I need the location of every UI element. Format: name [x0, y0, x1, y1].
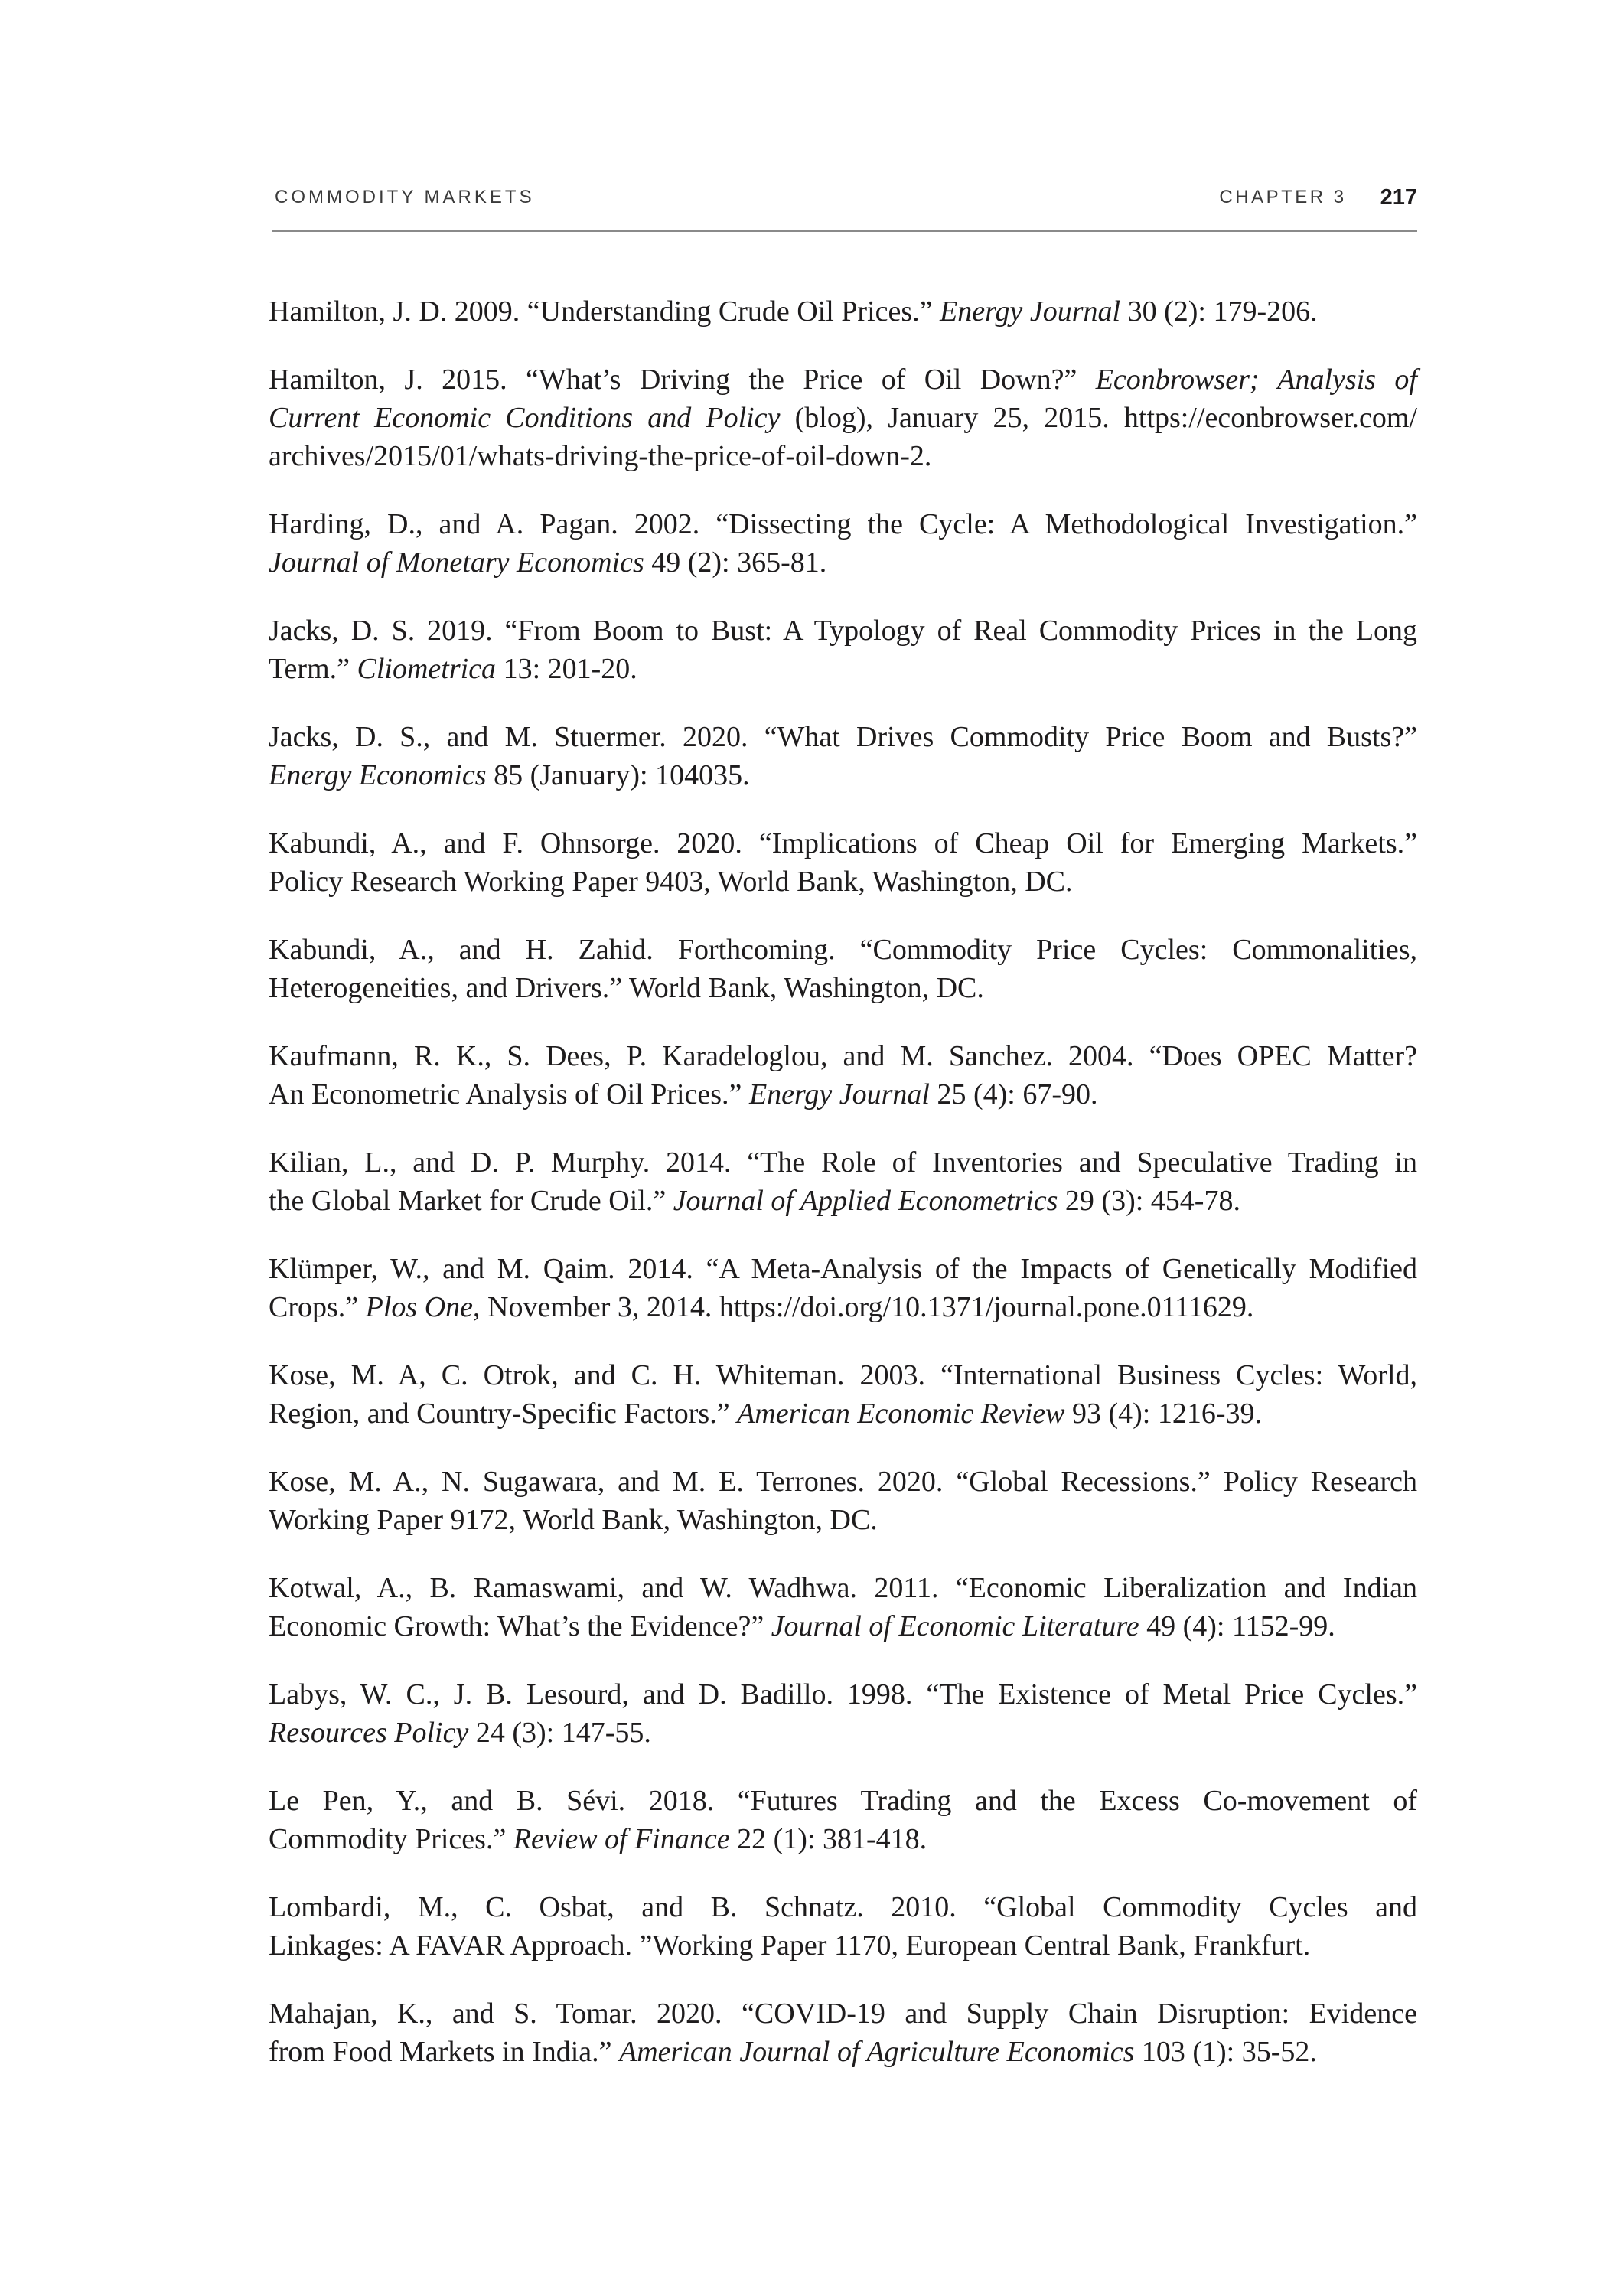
running-title: COMMODITY MARKETS [275, 187, 535, 207]
reference-text: Jacks, D. S. 2019. “From Boom to Bust: A Typology of Real Commodity Prices in the Long [269, 615, 1417, 647]
publication-title: American Economic Review [737, 1397, 1065, 1430]
header-rule [272, 230, 1417, 232]
publication-title: Cliometrica [357, 653, 497, 685]
reference-text: the Global Market for Crude Oil.” [269, 1185, 673, 1217]
reference-text: An Econometric Analysis of Oil Prices.” [269, 1078, 749, 1110]
publication-title: Econbrowser; Analysis of [1095, 364, 1417, 396]
reference-text: 22 (1): 381-418. [729, 1823, 927, 1855]
reference-line [269, 1250, 1417, 1288]
reference-line [269, 1782, 1417, 1820]
reference-line [269, 505, 1417, 543]
reference-line [269, 360, 1417, 399]
publication-title: Review of Finance [513, 1823, 730, 1855]
publication-title: American Journal of Agriculture Economics [619, 2036, 1135, 2068]
reference-text: Kilian, L., and D. P. Murphy. 2014. “The Role of Inventories and Speculative Trading in [269, 1146, 1417, 1179]
reference-text: Hamilton, J. D. 2009. “Understanding Crude Oil Prices.” [269, 295, 940, 328]
reference-entry [269, 292, 1417, 331]
reference-line [269, 931, 1417, 969]
reference-line [269, 1820, 1417, 1858]
reference-line [269, 1463, 1417, 1501]
reference-line [269, 1288, 1417, 1326]
reference-line [269, 1394, 1417, 1433]
reference-text: Policy Research Working Paper 9403, World Bank, Washington, DC. [269, 866, 1073, 898]
page-number: 217 [1380, 185, 1417, 210]
reference-line [269, 2033, 1417, 2071]
reference-entry [269, 1463, 1417, 1539]
reference-line [269, 543, 1417, 582]
reference-text: 29 (3): 454-78. [1058, 1185, 1240, 1217]
reference-line [269, 969, 1417, 1007]
reference-text: Le Pen, Y., and B. Sévi. 2018. “Futures Trading and the Excess Co-movement of [269, 1785, 1417, 1817]
reference-line [269, 650, 1417, 688]
reference-text: Economic Growth: What’s the Evidence?” [269, 1610, 771, 1642]
reference-text: 103 (1): 35-52. [1134, 2036, 1317, 2068]
reference-line [269, 863, 1417, 901]
reference-text: 25 (4): 67-90. [929, 1078, 1098, 1110]
reference-line [269, 1143, 1417, 1182]
reference-text: (blog), January 25, 2015. https://econbrowser.com/ [780, 402, 1418, 434]
reference-entry [269, 1569, 1417, 1645]
reference-entry [269, 1888, 1417, 1965]
publication-title: Energy Economics [269, 759, 487, 791]
reference-line [269, 1675, 1417, 1714]
reference-list [269, 292, 1417, 2101]
reference-text: Linkages: A FAVAR Approach. ”Working Paper 1170, European Central Bank, Frankfurt. [269, 1929, 1311, 1962]
reference-text: 93 (4): 1216-39. [1064, 1397, 1263, 1430]
reference-line [269, 612, 1417, 650]
reference-entry [269, 1356, 1417, 1433]
reference-text: archives/2015/01/whats-driving-the-price-of-oil-down-2. [269, 440, 932, 472]
reference-text: 13: 201-20. [496, 653, 637, 685]
reference-line [269, 1501, 1417, 1539]
reference-line [269, 1994, 1417, 2033]
reference-text: Kabundi, A., and H. Zahid. Forthcoming. “Commodity Price Cycles: Commonalities, [269, 934, 1417, 966]
reference-line [269, 1037, 1417, 1075]
reference-text: 30 (2): 179-206. [1120, 295, 1318, 328]
reference-text: Kose, M. A, C. Otrok, and C. H. Whiteman. 2003. “International Business Cycles: World, [269, 1359, 1417, 1391]
reference-text: from Food Markets in India.” [269, 2036, 620, 2068]
reference-entry [269, 1143, 1417, 1220]
chapter-label: CHAPTER 3 [1219, 187, 1347, 207]
reference-text: Crops.” [269, 1291, 366, 1323]
reference-line [269, 1182, 1417, 1220]
reference-entry [269, 505, 1417, 582]
reference-text: Kabundi, A., and F. Ohnsorge. 2020. “Implications of Cheap Oil for Emerging Markets.” [269, 827, 1417, 859]
reference-line [269, 1888, 1417, 1926]
reference-text: Kaufmann, R. K., S. Dees, P. Karadeloglou, and M. Sanchez. 2004. “Does OPEC Matter? [269, 1040, 1417, 1072]
reference-line [269, 718, 1417, 756]
reference-entry [269, 1994, 1417, 2071]
reference-line [269, 1356, 1417, 1394]
reference-text: 85 (January): 104035. [486, 759, 750, 791]
reference-entry [269, 1782, 1417, 1858]
reference-text: Mahajan, K., and S. Tomar. 2020. “COVID-19 and Supply Chain Disruption: Evidence [269, 1998, 1417, 2030]
reference-entry [269, 824, 1417, 901]
reference-entry [269, 1675, 1417, 1752]
reference-line [269, 1569, 1417, 1607]
reference-entry [269, 931, 1417, 1007]
reference-line [269, 437, 1417, 475]
reference-line [269, 1607, 1417, 1645]
publication-title: Journal of Economic Literature [771, 1610, 1139, 1642]
reference-text: Labys, W. C., J. B. Lesourd, and D. Badillo. 1998. “The Existence of Metal Price Cycles.” [269, 1678, 1417, 1711]
publication-title: Journal of Monetary Economics [269, 546, 644, 579]
publication-title: Current Economic Conditions and Policy [269, 402, 781, 434]
reference-line [269, 824, 1417, 863]
reference-text: Working Paper 9172, World Bank, Washington, DC. [269, 1504, 878, 1536]
reference-text: Hamilton, J. 2015. “What’s Driving the Price of Oil Down?” [269, 364, 1096, 396]
reference-line [269, 756, 1417, 794]
reference-text: 49 (2): 365-81. [644, 546, 827, 579]
reference-text: Region, and Country-Specific Factors.” [269, 1397, 738, 1430]
publication-title: Plos One [365, 1291, 474, 1323]
reference-text: Kose, M. A., N. Sugawara, and M. E. Terrones. 2020. “Global Recessions.” Policy Research [269, 1466, 1417, 1498]
reference-text: Kotwal, A., B. Ramaswami, and W. Wadhwa. 2011. “Economic Liberalization and Indian [269, 1572, 1417, 1604]
reference-text: Heterogeneities, and Drivers.” World Bank, Washington, DC. [269, 972, 984, 1004]
page-header [275, 186, 1417, 209]
reference-line [269, 1714, 1417, 1752]
reference-line [269, 292, 1417, 331]
publication-title: Journal of Applied Econometrics [673, 1185, 1058, 1217]
reference-text: Jacks, D. S., and M. Stuermer. 2020. “What Drives Commodity Price Boom and Busts?” [269, 721, 1417, 753]
reference-entry [269, 360, 1417, 475]
reference-entry [269, 1250, 1417, 1326]
reference-text: Harding, D., and A. Pagan. 2002. “Dissecting the Cycle: A Methodological Investigation.” [269, 508, 1417, 540]
reference-entry [269, 1037, 1417, 1114]
reference-line [269, 1075, 1417, 1114]
reference-text: , November 3, 2014. https://doi.org/10.1371/journal.pone.0111629. [473, 1291, 1254, 1323]
reference-entry [269, 612, 1417, 688]
reference-line [269, 399, 1417, 437]
reference-text: 49 (4): 1152-99. [1139, 1610, 1335, 1642]
reference-line [269, 1926, 1417, 1965]
publication-title: Energy Journal [748, 1078, 930, 1110]
publication-title: Energy Journal [940, 295, 1121, 328]
reference-text: Klümper, W., and M. Qaim. 2014. “A Meta-Analysis of the Impacts of Genetically Modified [269, 1253, 1417, 1285]
reference-text: Term.” [269, 653, 357, 685]
reference-text: Lombardi, M., C. Osbat, and B. Schnatz. 2010. “Global Commodity Cycles and [269, 1891, 1417, 1923]
reference-text: 24 (3): 147-55. [468, 1717, 651, 1749]
header-right-group [1219, 186, 1417, 209]
reference-entry [269, 718, 1417, 794]
publication-title: Resources Policy [269, 1717, 469, 1749]
reference-text: Commodity Prices.” [269, 1823, 513, 1855]
